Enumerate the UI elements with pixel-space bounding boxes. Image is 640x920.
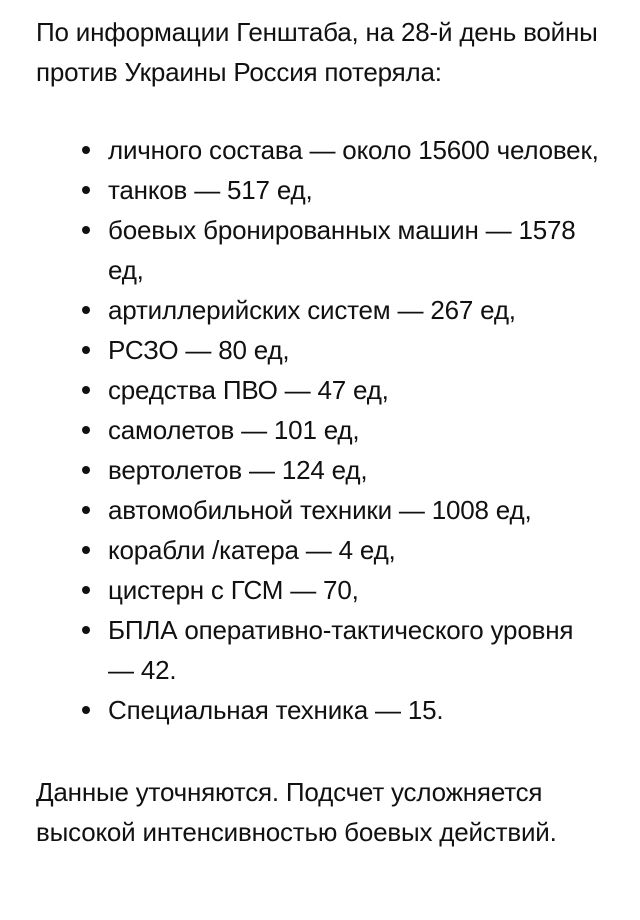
bullet-icon [82,306,90,314]
list-item [36,370,604,410]
bullet-icon [82,586,90,594]
bullet-icon [82,346,90,354]
bullet-icon [82,386,90,394]
bullet-icon [82,546,90,554]
list-item-text: Специальная техника — 15. [108,695,444,725]
list-item [36,690,604,730]
list-item [36,610,604,690]
outro-paragraph: Данные уточняются. Подсчет усложняется высокой интенсивностью боевых действий. [36,777,557,847]
list-item [36,450,604,490]
list-item-text: танков — 517 ед, [108,175,313,205]
list-item [36,570,604,610]
list-item-text: РСЗО — 80 ед, [108,335,290,365]
list-item [36,330,604,370]
list-item-text: БПЛА оперативно-тактического уровня — 42. [108,615,574,685]
list-item-text: личного состава — около 15600 человек, [108,135,599,165]
list-item [36,530,604,570]
bullet-icon [82,226,90,234]
list-item [36,210,604,290]
list-item [36,410,604,450]
bullet-icon [82,466,90,474]
list-item-text: артиллерийских систем — 267 ед, [108,295,516,325]
bullet-icon [82,426,90,434]
list-item-text: автомобильной техники — 1008 ед, [108,495,532,525]
intro-paragraph: По информации Генштаба, на 28-й день войны против Украины Россия потеряла: [36,17,598,87]
list-item-text: самолетов — 101 ед, [108,415,360,445]
list-item-text: цистерн с ГСМ — 70, [108,575,359,605]
list-item [36,170,604,210]
list-item-text: корабли /катера — 4 ед, [108,535,396,565]
list-item [36,490,604,530]
bullet-icon [82,506,90,514]
bullet-icon [82,146,90,154]
list-item [36,130,604,170]
bullet-icon [82,706,90,714]
list-item [36,290,604,330]
list-item-text: боевых бронированных машин — 1578 ед, [108,215,576,285]
bullet-icon [82,626,90,634]
losses-list [36,130,604,730]
list-item-text: средства ПВО — 47 ед, [108,375,389,405]
bullet-icon [82,186,90,194]
list-item-text: вертолетов — 124 ед, [108,455,368,485]
